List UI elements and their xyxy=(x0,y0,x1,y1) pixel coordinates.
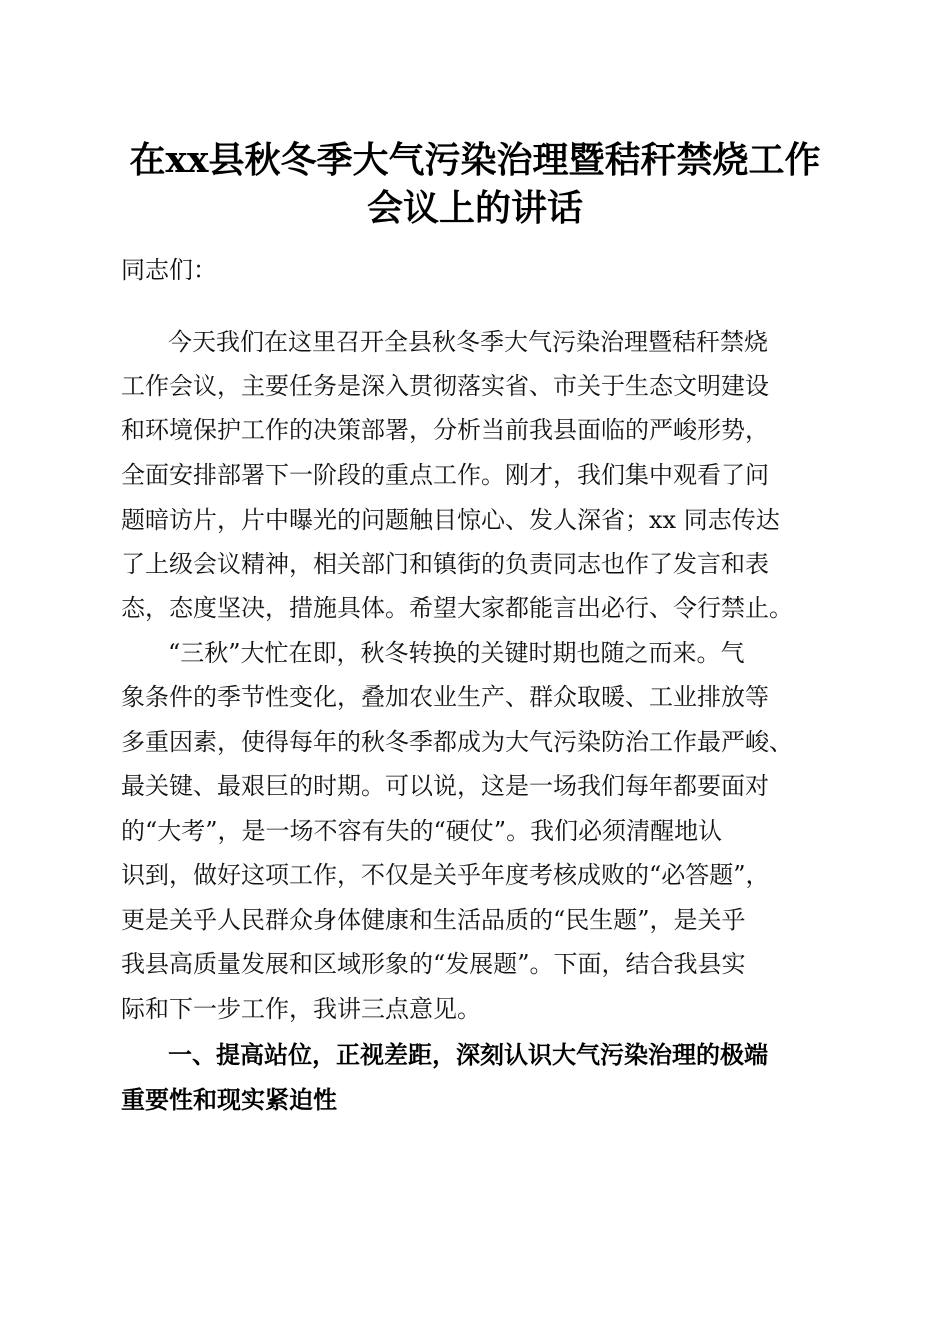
salutation: 同志们： xyxy=(121,256,217,284)
paragraph-1-line-5: 题暗访片，片中曝光的问题触目惊心、发人深省；xx 同志传达 xyxy=(121,506,780,534)
paragraph-2-line-7: 更是关乎人民群众身体健康和生活品质的“民生题”，是关乎 xyxy=(121,906,746,934)
paragraph-2-line-6: 识到，做好这项工作，不仅是关乎年度考核成败的“必答题”， xyxy=(121,861,770,889)
paragraph-2-line-8: 我县高质量发展和区域形象的“发展题”。下面，结合我县实 xyxy=(121,950,746,978)
paragraph-2-line-3: 多重因素，使得每年的秋冬季都成为大气污染防治工作最严峻、 xyxy=(121,728,793,756)
paragraph-2-line-1: “三秋”大忙在即，秋冬转换的关键时期也随之而来。气 xyxy=(168,639,745,667)
paragraph-1-line-7: 态，态度坚决，措施具体。希望大家都能言出必行、令行禁止。 xyxy=(121,594,793,622)
document-title-line-1: 在xx县秋冬季大气污染治理暨秸秆禁烧工作 xyxy=(129,139,821,181)
paragraph-2-line-5: 的“大考”，是一场不容有失的“硬仗”。我们必须清醒地认 xyxy=(121,817,723,845)
section-heading-1-line-1: 一、提高站位，正视差距，深刻认识大气污染治理的极端 xyxy=(168,1041,768,1069)
paragraph-1-line-3: 和环境保护工作的决策部署，分析当前我县面临的严峻形势， xyxy=(121,416,769,444)
paragraph-1-line-1: 今天我们在这里召开全县秋冬季大气污染治理暨秸秆禁烧 xyxy=(168,328,768,356)
paragraph-2-line-4: 最关键、最艰巨的时期。可以说，这是一场我们每年都要面对 xyxy=(121,772,769,800)
paragraph-2-line-9: 际和下一步工作，我讲三点意见。 xyxy=(121,995,481,1023)
paragraph-1-line-4: 全面安排部署下一阶段的重点工作。刚才，我们集中观看了问 xyxy=(121,461,769,489)
paragraph-2-line-2: 象条件的季节性变化，叠加农业生产、群众取暖、工业排放等 xyxy=(121,683,769,711)
paragraph-1-line-2: 工作会议，主要任务是深入贯彻落实省、市关于生态文明建设 xyxy=(121,372,769,400)
section-heading-1-line-2: 重要性和现实紧迫性 xyxy=(121,1086,337,1114)
paragraph-1-line-6: 了上级会议精神，相关部门和镇街的负责同志也作了发言和表 xyxy=(121,550,769,578)
document-title-line-2: 会议上的讲话 xyxy=(366,187,583,229)
